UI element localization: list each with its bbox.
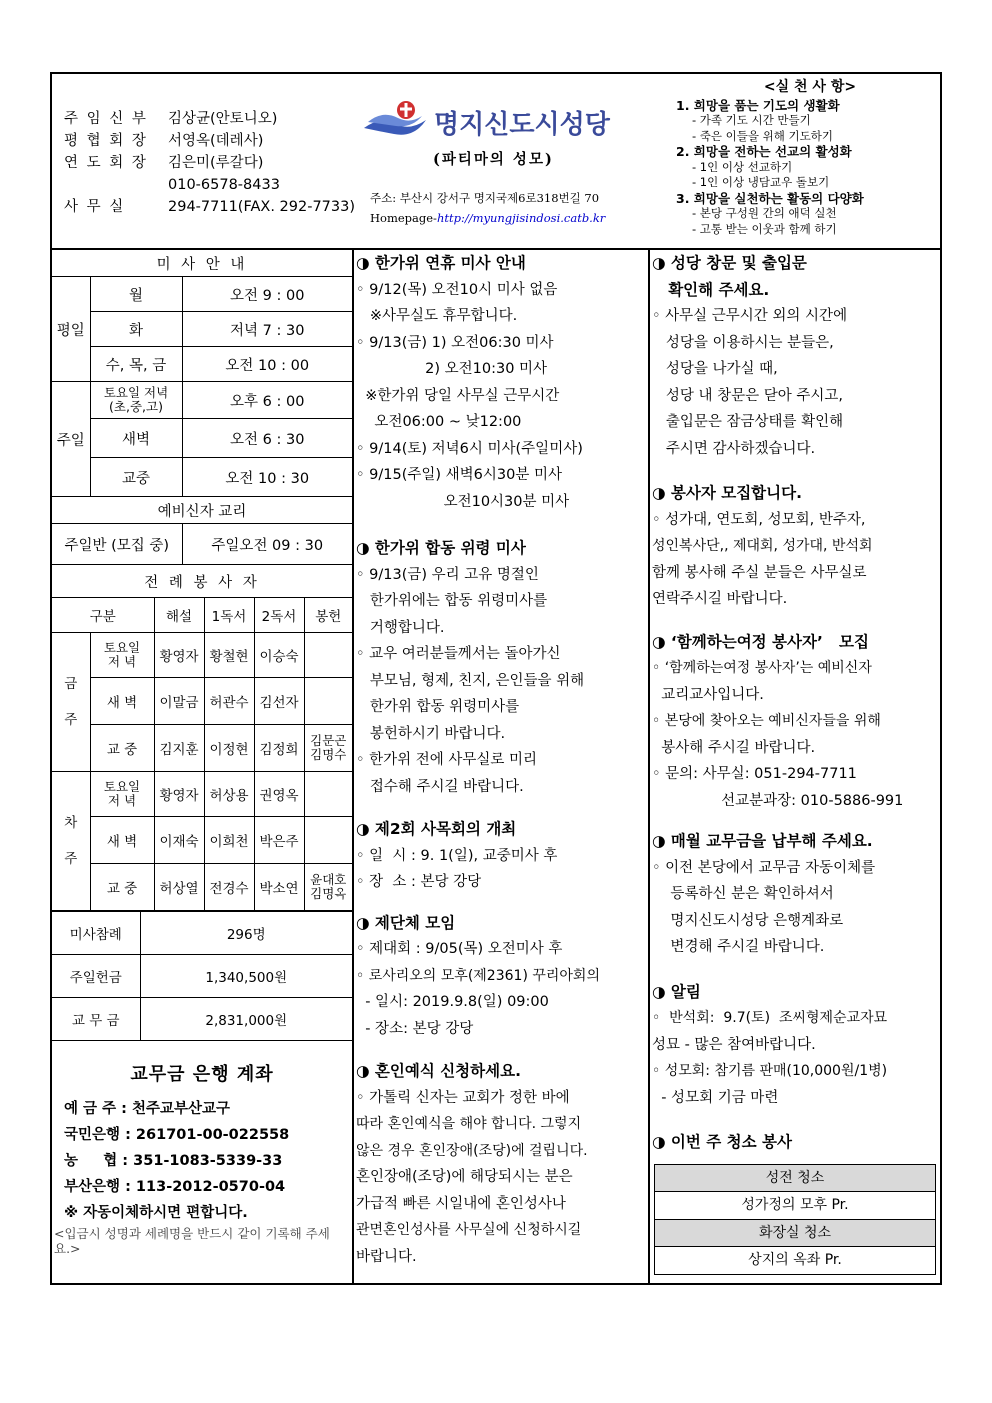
stats-label: 주일헌금 <box>52 955 140 998</box>
staff-label: 연 도 회 장 <box>64 155 148 171</box>
next-week-label: 차 주 <box>52 772 90 911</box>
stats-value: 296명 <box>140 912 352 955</box>
right-column <box>652 250 942 1275</box>
section-line: ◦ 교우 여러분들께서는 돌아가신 <box>356 646 561 662</box>
section-line: 오전10시30분 미사 <box>356 493 570 510</box>
liturgy-cell: 전경수 <box>204 864 254 911</box>
liturgy-cell: 윤대호 김명옥 <box>304 864 352 911</box>
staff-value: 김상균(안토니오) <box>168 111 278 127</box>
column-divider <box>648 250 650 1285</box>
section-line: 관면혼인성사를 사무실에 신청하시길 <box>356 1222 582 1238</box>
cleaning-header: 화장실 청소 <box>655 1219 936 1247</box>
patron-name: (파티마의 성모) <box>433 151 554 168</box>
staff-label: 평 협 회 장 <box>64 133 148 149</box>
section-line: 거행합니다. <box>356 619 445 636</box>
sunday-label: 주일 <box>52 382 90 497</box>
liturgy-cell: 김지훈 <box>154 725 204 772</box>
section-line: 주시면 감사하겠습니다. <box>652 440 816 457</box>
liturgy-cell: 황철현 <box>204 633 254 678</box>
bulletin-frame <box>50 72 942 1285</box>
stats-label: 교 무 금 <box>52 998 140 1041</box>
section-title: ◑ 제2회 사목회의 개최 <box>356 820 517 838</box>
bank-row: ※ 자동이체하시면 편합니다. <box>64 1205 248 1221</box>
bank-note: <입금시 성명과 세례명을 반드시 같이 기록해 주세요.> <box>54 1226 330 1256</box>
liturgy-mass: 새 벽 <box>90 817 154 864</box>
liturgy-cell: 이말금 <box>154 678 204 725</box>
mass-schedule-table <box>52 250 352 565</box>
stats-value: 2,831,000원 <box>140 998 352 1041</box>
liturgy-cell: 김문곤 김명수 <box>304 725 352 772</box>
cleaning-header: 성전 청소 <box>655 1164 936 1192</box>
staff-value: 서영옥(데레사) <box>168 133 264 149</box>
section-line: 명지신도시성당 은행계좌로 <box>652 912 844 929</box>
liturgy-cell: 황영자 <box>154 772 204 817</box>
catechumen-class: 주일반 (모집 중) <box>52 524 182 565</box>
liturgy-header: 봉헌 <box>304 598 352 633</box>
staff-value: 010-6578-8433 <box>168 177 280 193</box>
section-title: ◑ 이번 주 청소 봉사 <box>652 1133 792 1151</box>
section-line: ※한가위 당일 사무실 근무시간 <box>356 387 560 404</box>
staff-label <box>64 174 168 196</box>
homepage-label: Homepage- <box>370 211 437 225</box>
section-line: 봉헌하시기 바랍니다. <box>356 725 506 742</box>
weekday-label: 평일 <box>52 277 90 382</box>
mass-time: 저녁 7 : 30 <box>182 312 352 347</box>
mass-time: 오전 9 : 00 <box>182 277 352 312</box>
liturgy-header: 1독서 <box>204 598 254 633</box>
liturgy-cell: 허상용 <box>204 772 254 817</box>
section-line: 변경해 주시길 바랍니다. <box>652 939 825 955</box>
liturgy-header: 해설 <box>154 598 204 633</box>
liturgy-header: 2독서 <box>254 598 304 633</box>
staff-label: 주 임 신 부 <box>64 111 148 127</box>
liturgy-cell: 박소연 <box>254 864 304 911</box>
section-title: ◑ 한가위 연휴 미사 안내 <box>356 254 526 272</box>
section-line: 성당 내 창문은 닫아 주시고, <box>652 387 843 404</box>
section-line: ◦ 제대회 : 9/05(목) 오전미사 후 <box>356 941 563 957</box>
practice-sub: - 가족 기도 시간 만들기 <box>692 113 811 127</box>
column-divider <box>352 250 354 1285</box>
section-line: ◦ 9/13(금) 1) 오전06:30 미사 <box>356 334 554 351</box>
church-logo <box>360 98 650 142</box>
liturgy-cell: 이승숙 <box>254 633 304 678</box>
mass-day: 수, 목, 금 <box>90 347 182 382</box>
section-line: 부모님, 형제, 친지, 은인들을 위해 <box>356 672 585 689</box>
staff-info <box>64 108 355 218</box>
liturgy-cell: 박은주 <box>254 817 304 864</box>
section-line: ◦ 일 시 : 9. 1(일), 교중미사 후 <box>356 847 558 864</box>
section-line: 않은 경우 혼인장애(조당)에 걸립니다. <box>356 1142 588 1159</box>
liturgy-cell: 김선자 <box>254 678 304 725</box>
section-line: - 장소: 본당 강당 <box>356 1020 474 1037</box>
section-title: ◑ ‘함께하는여정 봉사자’ 모집 <box>652 632 869 651</box>
liturgy-cell: 김정희 <box>254 725 304 772</box>
section-line: 가급적 빠른 시일내에 혼인성사나 <box>356 1195 566 1212</box>
practice-sub: - 1인 이상 선교하기 <box>692 159 793 174</box>
address: 주소: 부산시 강서구 명지국제6로318번길 70 <box>370 191 600 205</box>
liturgy-cell <box>304 678 352 725</box>
section-line: 성당을 이용하시는 분들은, <box>652 334 834 351</box>
section-line: ◦ 이전 본당에서 교무금 자동이체를 <box>652 859 876 876</box>
liturgy-cell <box>304 772 352 817</box>
cleaning-table <box>654 1164 936 1275</box>
practice-item: 2. 희망을 전하는 선교의 활성화 <box>676 144 852 159</box>
section-line: 출입문은 잠금상태를 확인해 <box>652 414 844 430</box>
section-line: ◦ 9/15(주일) 새벽6시30분 미사 <box>356 467 562 483</box>
practice-item: 3. 희망을 실천하는 활동의 다양화 <box>676 190 864 206</box>
liturgy-mass: 토요일 저 녁 <box>90 633 154 678</box>
practice-list <box>676 80 944 237</box>
liturgy-cell <box>304 633 352 678</box>
staff-value: 김은미(루갈다) <box>168 155 264 171</box>
section-line: 성당을 나가실 때, <box>652 361 778 377</box>
liturgy-mass: 교 중 <box>90 725 154 772</box>
cleaning-group: 성가정의 모후 Pr. <box>655 1192 936 1220</box>
section-line: ◦ 성모회: 참기름 판매(10,000원/1병) <box>652 1063 888 1079</box>
catechumen-title: 예비신자 교리 <box>52 497 352 524</box>
stats-label: 미사참례 <box>52 912 140 955</box>
liturgy-cell: 이희천 <box>204 817 254 864</box>
section-line: 바랍니다. <box>356 1248 417 1265</box>
staff-label: 사 무 실 <box>64 199 126 215</box>
bank-row: 부산은행 : 113-2012-0570-04 <box>64 1179 286 1195</box>
section-title: ◑ 성당 창문 및 출입문 <box>652 254 807 272</box>
liturgy-mass: 새 벽 <box>90 678 154 725</box>
section-line: ◦ 가톨릭 신자는 교회가 정한 바에 <box>356 1089 570 1106</box>
liturgy-mass: 토요일 저 녁 <box>90 772 154 817</box>
section-title: 확인해 주세요. <box>652 280 770 299</box>
section-line: ◦ 9/14(토) 저녁6시 미사(주일미사) <box>356 440 583 457</box>
liturgy-cell: 권영옥 <box>254 772 304 817</box>
middle-column <box>356 250 646 1270</box>
liturgy-cell: 허상열 <box>154 864 204 911</box>
bank-title: 교무금 은행 계좌 <box>130 1064 274 1085</box>
church-emblem-icon <box>360 98 430 142</box>
mass-time: 오전 10 : 30 <box>182 458 352 497</box>
section-line: ◦ 반석회: 9.7(토) 조씨형제순교자묘 <box>652 1010 888 1026</box>
section-line: 연락주시길 바랍니다. <box>652 591 788 607</box>
section-line: ◦ 한가위 전에 사무실로 미리 <box>356 752 538 768</box>
section-line: 혼인장애(조당)에 해당되시는 분은 <box>356 1169 573 1185</box>
liturgy-cell: 황영자 <box>154 633 204 678</box>
practice-sub: - 고통 받는 이웃과 함께 하기 <box>692 221 837 236</box>
mass-day: 월 <box>90 277 182 312</box>
liturgy-mass: 교 중 <box>90 864 154 911</box>
section-line: 성인복사단,, 제대회, 성가대, 반석회 <box>652 538 873 554</box>
section-line: 한가위에는 합동 위령미사를 <box>356 593 548 609</box>
section-line: 선교분과장: 010-5886-991 <box>652 792 904 809</box>
bank-row: 예 금 주 : 천주교부산교구 <box>64 1101 231 1117</box>
section-line: - 성모회 기금 마련 <box>652 1089 779 1106</box>
section-line: ◦ 9/13(금) 우리 고유 명절인 <box>356 566 539 583</box>
bank-row: 국민은행 : 261701-00-022558 <box>64 1127 290 1143</box>
section-line: 봉사해 주시길 바랍니다. <box>652 739 816 756</box>
mass-title: 미 사 안 내 <box>52 250 352 277</box>
section-line: ◦ 성가대, 연도회, 성모회, 반주자, <box>652 511 866 528</box>
homepage-link[interactable]: http://myungjisindosi.catb.kr <box>436 211 606 225</box>
practice-title: <실 천 사 항> <box>763 79 857 95</box>
mass-day: 토요일 저녁 (초,중,고) <box>90 382 182 419</box>
stats-value: 1,340,500원 <box>140 955 352 998</box>
section-line: ◦ ‘함께하는여정 봉사자’는 예비신자 <box>652 660 872 676</box>
section-line: 함께 봉사해 주실 분들은 사무실로 <box>652 564 867 581</box>
section-line: 따라 혼인예식을 해야 합니다. 그렇지 <box>356 1116 582 1132</box>
address-block <box>370 188 605 228</box>
mass-time: 오전 6 : 30 <box>182 419 352 458</box>
mass-day: 화 <box>90 312 182 347</box>
section-title: ◑ 한가위 합동 위령 미사 <box>356 539 526 557</box>
section-line: ※사무실도 휴무합니다. <box>356 308 518 324</box>
liturgy-cell: 이재숙 <box>154 817 204 864</box>
liturgy-table <box>52 565 352 911</box>
stats-table <box>52 911 352 1041</box>
section-line: ◦ 9/12(목) 오전10시 미사 없음 <box>356 281 558 298</box>
liturgy-cell: 이정현 <box>204 725 254 772</box>
section-line: 접수해 주시길 바랍니다. <box>356 778 524 795</box>
catechumen-time: 주일오전 09 : 30 <box>182 524 352 565</box>
section-title: ◑ 알림 <box>652 982 701 1001</box>
section-line: ◦ 로사리오의 모후(제2361) 꾸리아회의 <box>356 967 600 984</box>
section-line: 오전06:00 ~ 낮12:00 <box>356 414 522 430</box>
section-line: ◦ 장 소 : 본당 강당 <box>356 874 482 890</box>
section-line: 등록하신 분은 확인하셔서 <box>652 886 834 902</box>
section-line: - 일시: 2019.9.8(일) 09:00 <box>356 994 549 1010</box>
section-line: 한가위 합동 위령미사를 <box>356 699 520 715</box>
liturgy-cell <box>304 817 352 864</box>
practice-sub: - 1인 이상 냉담교우 돌보기 <box>692 175 830 189</box>
this-week-label: 금 주 <box>52 633 90 772</box>
liturgy-header: 구분 <box>52 598 154 633</box>
section-line: 성묘 - 많은 참여바랍니다. <box>652 1036 816 1053</box>
liturgy-title: 전 례 봉 사 자 <box>52 565 352 598</box>
left-column <box>52 250 352 1041</box>
section-title: ◑ 혼인예식 신청하세요. <box>356 1062 521 1080</box>
section-line: ◦ 사무실 근무시간 외의 시간에 <box>652 308 848 324</box>
liturgy-cell: 허관수 <box>204 678 254 725</box>
mass-time: 오후 6 : 00 <box>182 382 352 419</box>
mass-day: 새벽 <box>90 419 182 458</box>
cleaning-group: 상지의 옥좌 Pr. <box>655 1247 936 1275</box>
section-title: ◑ 매월 교무금을 납부해 주세요. <box>652 832 873 850</box>
bank-row: 농 협 : 351-1083-5339-33 <box>64 1153 283 1169</box>
mass-day: 교중 <box>90 458 182 497</box>
mass-time: 오전 10 : 00 <box>182 347 352 382</box>
practice-sub: - 본당 구성원 간의 애덕 실천 <box>692 206 837 220</box>
section-title: ◑ 봉사자 모집합니다. <box>652 484 802 502</box>
section-line: ◦ 본당에 찾아오는 예비신자들을 위해 <box>652 713 881 729</box>
section-title: ◑ 제단체 모임 <box>356 913 456 932</box>
practice-item: 1. 희망을 품는 기도의 생활화 <box>676 97 840 113</box>
section-line: 교리교사입니다. <box>652 686 764 703</box>
section-line: 2) 오전10:30 미사 <box>356 361 548 377</box>
bank-account-box <box>52 1040 352 1256</box>
practice-sub: - 죽은 이들을 위해 기도하기 <box>692 128 833 143</box>
church-name: 명지신도시성당 <box>434 110 610 140</box>
staff-value: 294-7711(FAX. 292-7733) <box>168 199 356 215</box>
section-line: ◦ 문의: 사무실: 051-294-7711 <box>652 766 857 782</box>
